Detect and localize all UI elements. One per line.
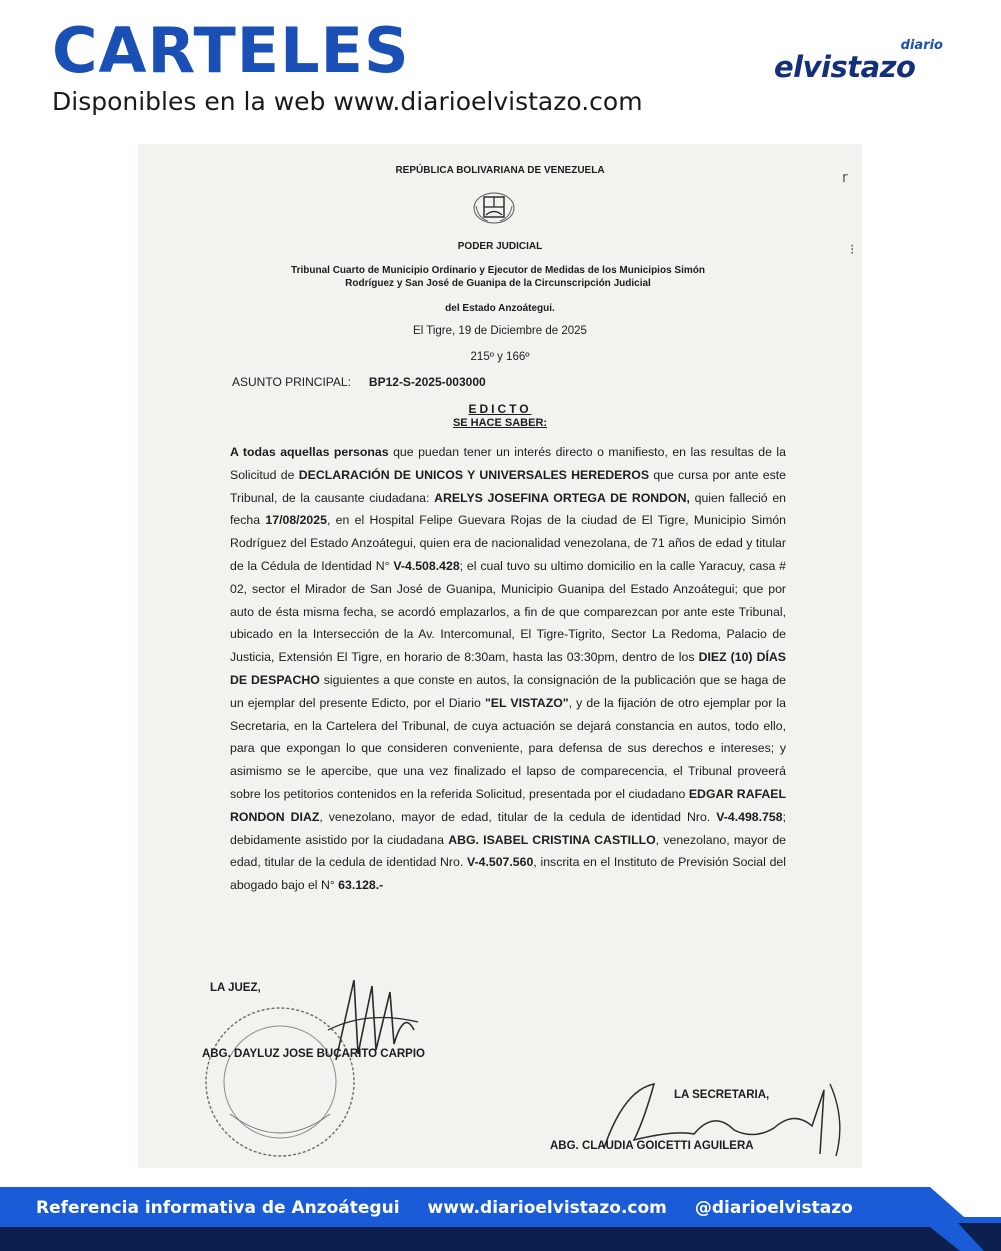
asunto-label: ASUNTO PRINCIPAL:: [232, 375, 351, 389]
document-years: 215º y 166º: [470, 351, 530, 363]
coat-of-arms-icon: [472, 188, 516, 226]
se-hace-saber-heading: SE HACE SABER:: [452, 417, 548, 429]
tribunal-line-1: Tribunal Cuarto de Municipio Ordinario y Ejecutor de Medidas de los Municipios Simón: [291, 265, 705, 276]
footer-tagline: Referencia informativa de Anzoátegui: [36, 1198, 400, 1218]
scan-mark: ⁝: [850, 242, 855, 258]
juez-name: ABG. DAYLUZ JOSE BUCARITO CARPIO: [202, 1048, 425, 1060]
scan-mark: r: [842, 170, 848, 186]
republica-heading: REPÚBLICA BOLIVARIANA DE VENEZUELA: [395, 165, 605, 176]
document-scan: [138, 144, 862, 1168]
secretaria-name: ABG. CLAUDIA GOICETTI AGUILERA: [550, 1140, 754, 1152]
logo-main-text: elvistazo: [774, 50, 916, 84]
footer-banner: [0, 1187, 1001, 1251]
asunto-value: BP12-S-2025-003000: [368, 375, 486, 389]
footer-handle[interactable]: @diarioelvistazo: [694, 1198, 853, 1218]
page-title: CARTELES: [52, 14, 410, 87]
secretaria-label: LA SECRETARIA,: [674, 1089, 770, 1101]
logo-diario-text: diario: [900, 38, 943, 53]
page-subtitle: Disponibles en la web www.diarioelvistazo.com: [52, 87, 643, 116]
poder-judicial-heading: PODER JUDICIAL: [457, 241, 543, 252]
asunto-principal: [232, 375, 486, 389]
estado-line: del Estado Anzoátegui.: [445, 303, 555, 314]
footer-dark-band: [0, 1227, 960, 1251]
document-date: El Tigre, 19 de Diciembre de 2025: [413, 325, 587, 337]
tribunal-line-2: Rodríguez y San José de Guanipa de la Circunscripción Judicial: [345, 278, 651, 289]
footer-text: [36, 1198, 881, 1218]
juez-label: LA JUEZ,: [210, 982, 261, 994]
footer-website[interactable]: www.diarioelvistazo.com: [427, 1198, 667, 1218]
edicto-heading: EDICTO: [468, 402, 532, 416]
edicto-body: A todas aquellas personas que puedan tener un interés directo o manifiesto, en las resultas de la Solicitud de DECLARACIÓN DE UNICOS Y UNIVERSALES HEREDEROS que cursa por ante este Tribunal, de la causante ciudadana: ARELYS JOSEFINA ORTEGA DE RONDON, quien falleció en fecha 17/08/2025, en el Hospital Felipe Guevara Rojas de la ciudad de El Tigre, Municipio Simón Rodríguez del Estado Anzoátegui, quien era de nacionalidad venezolana, de 71 años de edad y titular de la Cédula de Identidad N° V-4.508.428; el cual tuvo su ultimo domicilio en la calle Yaracuy, casa # 02, sector el Mirador de San José de Guanipa, Municipio Guanipa del Estado Anzoátegui; que por auto de ésta misma fecha, se acordó emplazarlos, a fin de que comparezcan por ante este Tribunal, ubicado en la Intersección de la Av. Intercomunal, El Tigre-Tigrito, Sector La Redoma, Palacio de Justicia, Extensión El Tigre, en horario de 8:30am, hasta las 03:30pm, dentro de los DIEZ (10) DÍAS DE DESPACHO siguientes a que conste en autos, la consignación de la publicación que se haga de un ejemplar del presente Edicto, por el Diario "EL VISTAZO", y de la fijación de otro ejemplar por la Secretaria, en la Cartelera del Tribunal, de cuya actuación se dejará constancia en autos, todo ello, para que expongan lo que consideren conveniente, para defensa de sus derechos e intereses; y asimismo se le apercibe, que una vez finalizado el lapso de comparecencia, el Tribunal proveerá sobre los petitorios contenidos en la referida Solicitud, presentada por el ciudadano EDGAR RAFAEL RONDON DIAZ, venezolano, mayor de edad, titular de la cedula de identidad Nro. V-4.498.758; debidamente asistido por la ciudadana ABG. ISABEL CRISTINA CASTILLO, venezolano, mayor de edad, titular de la cedula de identidad Nro. V-4.507.560, inscrita en el Instituto de Previsión Social del abogado bajo el N° 63.128.-: [230, 445, 787, 893]
elvistazo-logo[interactable]: [772, 36, 947, 86]
